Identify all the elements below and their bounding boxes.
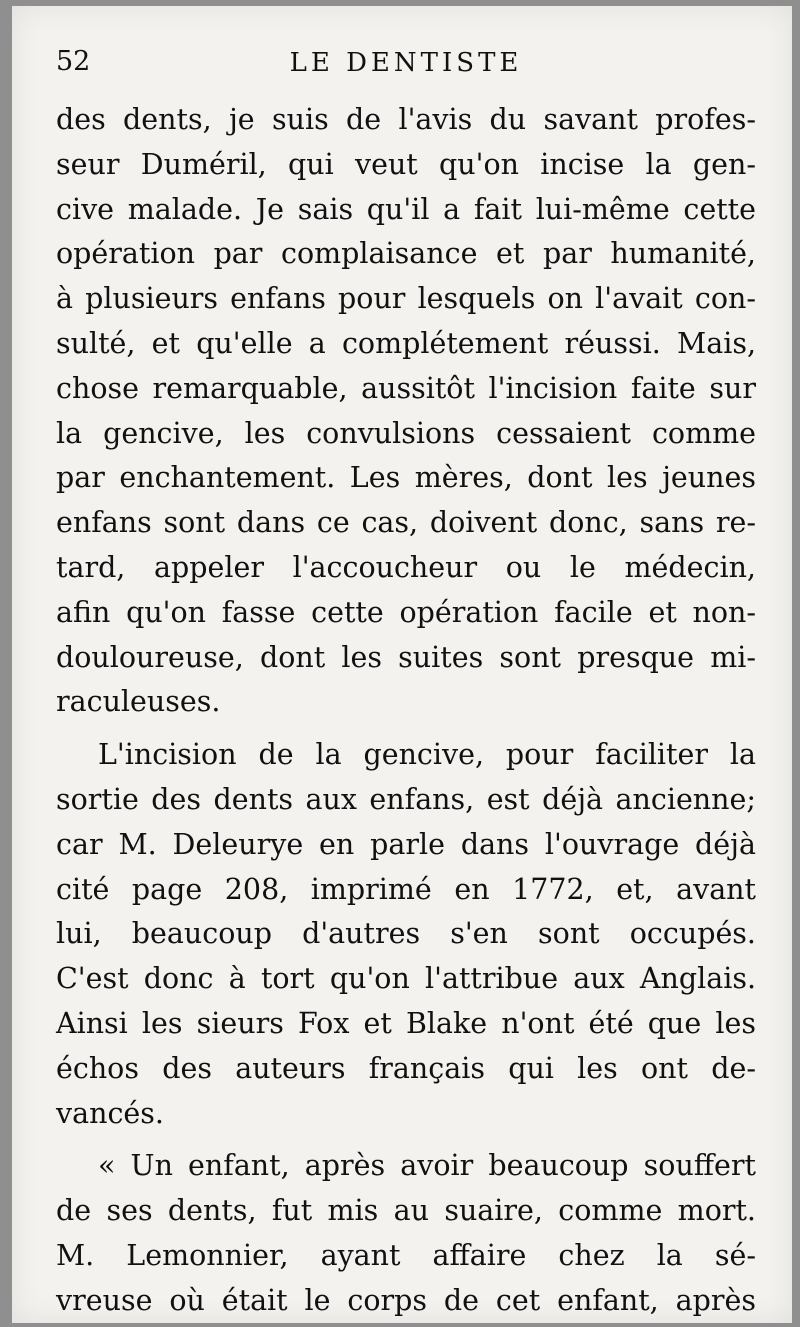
text-line: à plusieurs enfans pour lesquels on l'avait con- bbox=[56, 282, 756, 316]
book-page bbox=[12, 6, 792, 1323]
text-line: afin qu'on fasse cette opération facile et non- bbox=[56, 595, 756, 629]
text-line: par enchantement. Les mères, dont les jeunes bbox=[56, 461, 756, 495]
text-line: des dents, je suis de l'avis du savant profes- bbox=[56, 103, 756, 136]
text-line: tard, appeler l'accoucheur ou le médecin, bbox=[56, 550, 756, 584]
paragraph-2 bbox=[56, 733, 756, 1136]
text-line: Ainsi les sieurs Fox et Blake n'ont été que les bbox=[56, 1006, 756, 1040]
text-line: raculeuses. bbox=[56, 685, 221, 719]
text-line: échos des auteurs français qui les ont de- bbox=[56, 1051, 756, 1085]
text-line: chose remarquable, aussitôt l'incision faite sur bbox=[56, 371, 756, 405]
text-line: L'incision de la gencive, pour faciliter la bbox=[98, 738, 756, 772]
text-line: de ses dents, fut mis au suaire, comme mort. bbox=[56, 1194, 756, 1228]
text-line: enfans sont dans ce cas, doivent donc, sans re- bbox=[56, 506, 756, 540]
text-line: douloureuse, dont les suites sont presque mi- bbox=[56, 640, 756, 674]
text-line: cité page 208, imprimé en 1772, et, avant bbox=[56, 872, 756, 906]
page-number: 52 bbox=[56, 46, 91, 77]
text-line: vancés. bbox=[56, 1096, 164, 1130]
text-line: « Un enfant, après avoir beaucoup souffert bbox=[98, 1149, 756, 1183]
text-line: vreuse où était le corps de cet enfant, après bbox=[56, 1283, 756, 1317]
text-line: car M. Deleurye en parle dans l'ouvrage déjà bbox=[56, 827, 756, 861]
text-line: M. Lemonnier, ayant affaire chez la sé- bbox=[56, 1238, 756, 1272]
text-line: sortie des dents aux enfans, est déjà ancienne; bbox=[56, 782, 756, 816]
paragraph-1 bbox=[56, 98, 756, 725]
text-line: C'est donc à tort qu'on l'attribue aux Anglais. bbox=[56, 962, 756, 996]
page-header bbox=[56, 46, 756, 86]
text-line: seur Duméril, qui veut qu'on incise la gen- bbox=[56, 147, 756, 181]
paragraph-3 bbox=[56, 1144, 756, 1323]
text-line: lui, beaucoup d'autres s'en sont occupés. bbox=[56, 917, 756, 951]
body-text bbox=[56, 98, 756, 1323]
text-line: opération par complaisance et par humanité, bbox=[56, 237, 756, 271]
text-line: la gencive, les convulsions cessaient comme bbox=[56, 416, 756, 450]
text-line: cive malade. Je sais qu'il a fait lui-même cette bbox=[56, 192, 756, 226]
text-line: sulté, et qu'elle a complétement réussi. Mais, bbox=[56, 326, 756, 360]
running-title: LE DENTISTE bbox=[289, 48, 523, 78]
